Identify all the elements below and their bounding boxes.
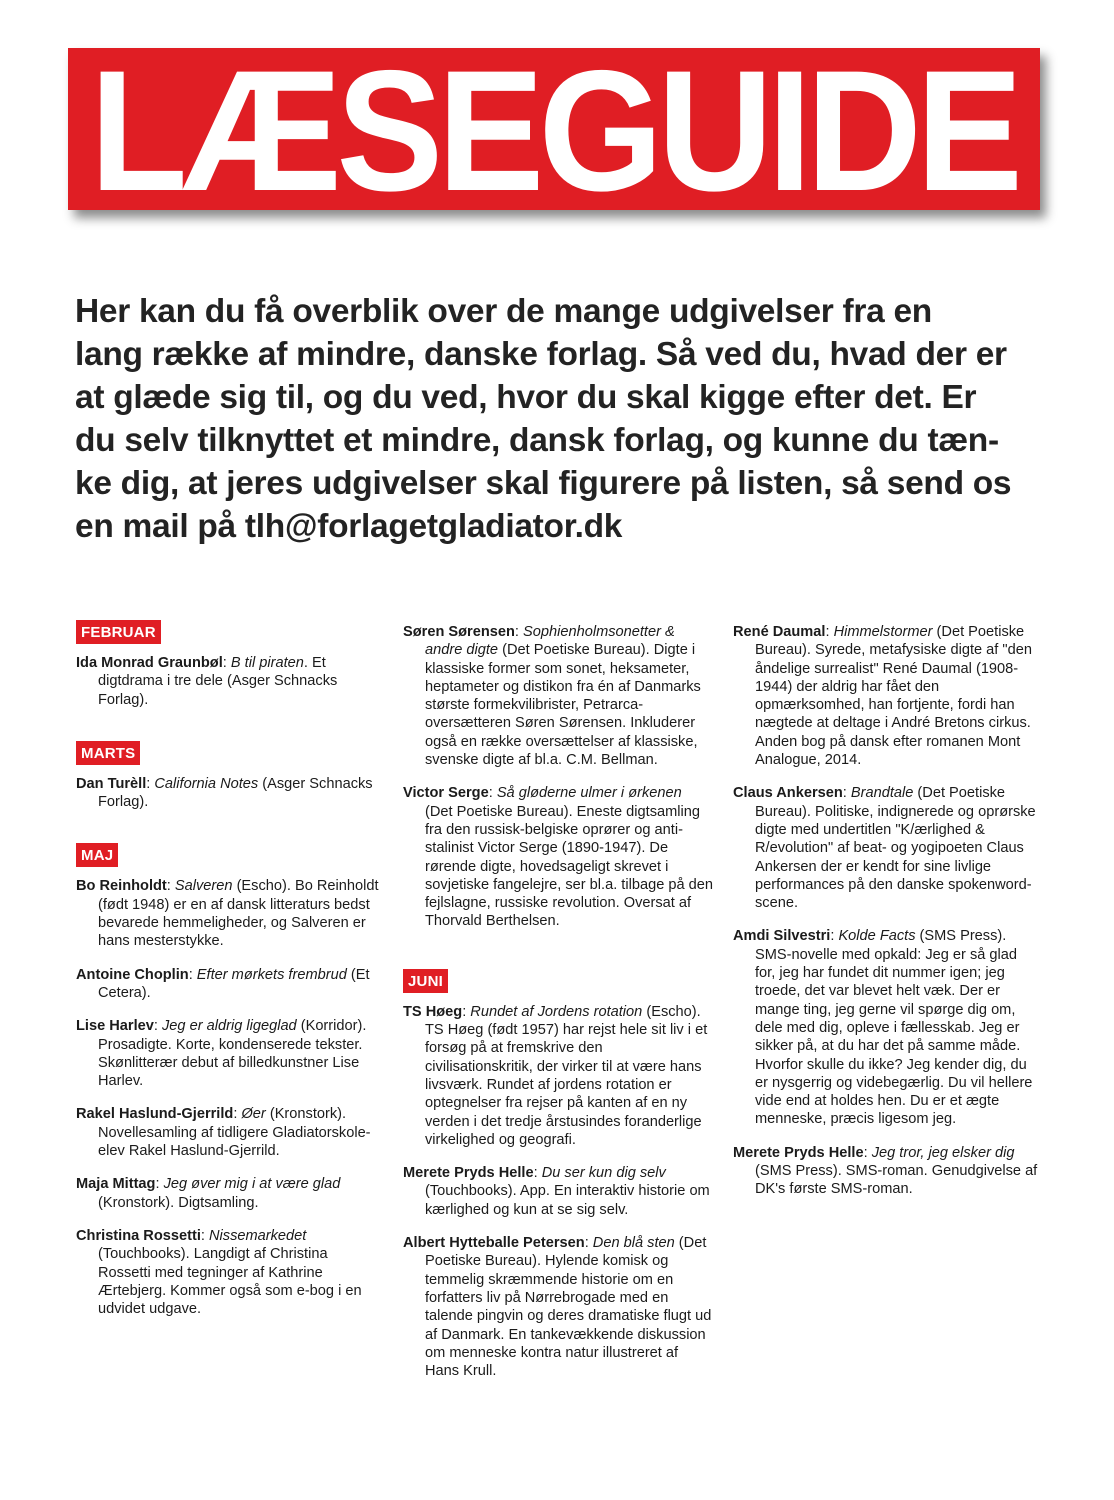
book-entry: Victor Serge: Så gløderne ulmer i ørkenen (Det Poetiske Bureau). Eneste digtsamling fra den russisk-belgiske oprører og anti-stalinist Victor Serge (1890-1947). De rørende digte, hovedsageligt skrevet i sovjetiske fangelejre, ser bl.a. tilbage på den fejlslagne, russiske revolution. Oversat af Thorvald Berthelsen. (403, 785, 713, 930)
page-title: LÆSEGUIDE (90, 35, 1018, 227)
entry-description: (SMS Press). SMS-roman. Genudgivelse af DK's første SMS-roman. (755, 1163, 1038, 1198)
column-3 (733, 623, 1041, 1214)
entry-description: (Det Poetiske Bureau). Hylende komisk og temmelig skræmmende historie om en forfatters liv på Nørrebrogade med en talende pingvin og deres dramatiske flugt ud af Danmark. En tankevækkende diskussion om menneske kontra natur illustreret af Hans Krull. (425, 1235, 712, 1380)
book-entry: Amdi Silvestri: Kolde Facts (SMS Press). SMS-novelle med opkald: Jeg er så glad for, jeg har fundet dit nummer igen; jeg troede, det var blevet helt væk. Der er mange ting, jeg gerne vil spørge dig om, dele med dig, opleve i fællesskab. Jeg er sikker på, at du har det på samme måde. Hvorfor skulle du ikke? Jeg kender dig, du er nysgerrig og videbegærlig. Du vil hellere vide end at holdes hen. Du er et ægte menneske, præcis ligesom jeg. (733, 928, 1033, 1128)
entry-description: (SMS Press). SMS-novelle med opkald: Jeg er så glad for, jeg har fundet dit nummer igen; jeg troede, det var blevet helt væk. Der er mange ting, jeg gerne vil spørge dig om, dele med dig, opleve i fællesskab. Jeg er sikker på, at du har det på samme måde. Hvorfor skulle du ikke? Jeg kender dig, du er nysgerrig og videbegærlig. Du vil hellere vide end at holdes hen. Du er et ægte menneske, præcis ligesom jeg. (755, 928, 1033, 1128)
entry-author: TS Høeg (403, 1003, 463, 1020)
entry-title: Rundet af Jordens rotation (470, 1003, 643, 1020)
month-heading-juni: JUNI (403, 969, 448, 993)
entry-author: Victor Serge (403, 785, 489, 802)
entry-author: Dan Turèll (76, 775, 147, 792)
intro-paragraph (75, 290, 1035, 548)
entry-description: . Et digtdrama i tre dele (Asger Schnacks Forlag). (98, 655, 338, 708)
month-heading-marts: MARTS (76, 741, 140, 765)
intro-line: en mail på tlh@forlagetgladiator.dk (75, 508, 623, 545)
entry-title: Så gløderne ulmer i ørkenen (496, 785, 682, 802)
entry-description: (Et Cetera). (98, 966, 370, 1001)
entry-author: Rakel Haslund-Gjerrild (76, 1106, 234, 1123)
entry-title: Sophienholmsonetter & andre digte (425, 624, 675, 659)
intro-line: at glæde sig til, og du ved, hvor du skal kigge efter det. Er (75, 379, 977, 416)
entry-title: Nissemarkedet (209, 1227, 307, 1244)
entry-title: Kolde Facts (838, 928, 916, 945)
entry-title: Den blå sten (592, 1235, 675, 1252)
entry-description: (Det Poetiske Bureau). Politiske, indignerede og oprørske digte med undertitlen "K/ærlighed & R/evolution" af beat- og yogipoeten Claus Ankersen der er kendt for sine livlige performances på den danske spokenword-scene. (755, 785, 1036, 912)
book-entry: Søren Sørensen: Sophienholmsonetter & andre digte (Det Poetiske Bureau). Digte i klassiske former som sonet, heksameter, heptameter og distikon fra én af Danmarks største formekvilibrister, Petrarca-oversætteren Søren Sørensen. Inkluderer også en række oversættelser af klassiske, svenske digte af bl.a. C.M. Bellman. (403, 624, 701, 769)
book-entry: Albert Hytteballe Petersen: Den blå sten (Det Poetiske Bureau). Hylende komisk og temmelig skræmmende historie om en forfatters liv på Nørrebrogade med en talende pingvin og deres dramatiske flugt ud af Danmark. En tankevækkende diskussion om menneske kontra natur illustreret af Hans Krull. (403, 1235, 712, 1380)
title-banner (68, 35, 1040, 227)
entry-title: Brandtale (850, 785, 914, 802)
entry-description: (Det Poetiske Bureau). Eneste digtsamling fra den russisk-belgiske oprører og anti-stalinist Victor Serge (1890-1947). De rørende digte, hovedsageligt skrevet i sovjetiske fangelejre, ser bl.a. tilbage på den fejlslagne, russiske revolution. Oversat af Thorvald Berthelsen. (425, 803, 713, 930)
entry-title: Salveren (174, 878, 233, 895)
intro-line: Her kan du få overblik over de mange udgivelser fra en (75, 293, 932, 330)
entry-author: Søren Sørensen (403, 624, 515, 640)
entry-author: Lise Harlev (76, 1018, 154, 1035)
entry-title: Jeg tror, jeg elsker dig (871, 1144, 1015, 1161)
entry-description: (Asger Schnacks Forlag). (98, 775, 373, 811)
entry-author: René Daumal (733, 624, 826, 640)
entry-description: (Escho). TS Høeg (født 1957) har rejst hele sit liv i et forsøg på at fremskrive den civilisationskritik, der virker til at være hans livsværk. Rundet af jordens rotation er optegnelser fra rejser på kanten af en ny verden i det tredje årstusindes foranderlige virkelighed og geografi. (425, 1003, 708, 1148)
book-entry: Rakel Haslund-Gjerrild: Øer (Kronstork). Novellesamling af tidligere Gladiatorskole-elev Rakel Haslund-Gjerrild. (76, 1106, 371, 1160)
book-entry: Ida Monrad Graunbøl: B til piraten. Et digtdrama i tre dele (Asger Schnacks Forlag). (76, 655, 338, 708)
month-heading-februar: FEBRUAR (76, 620, 161, 644)
entry-description: (Touchbooks). Langdigt af Christina Rossetti med tegninger af Kathrine Ærtebjerg. Kommer også som e-bog i en udvidet udgave. (98, 1246, 362, 1318)
book-entry: Merete Pryds Helle: Jeg tror, jeg elsker dig (SMS Press). SMS-roman. Genudgivelse af DK's første SMS-roman. (733, 1144, 1038, 1198)
entry-description: (Escho). Bo Reinholdt (født 1948) er en af dansk litteraturs bedst bevarede hemmeligheder, og Salveren er hans mesterstykke. (98, 878, 379, 950)
entry-description: (Det Poetiske Bureau). Digte i klassiske former som sonet, heksameter, heptameter og distikon fra én af Danmarks største formekvilibrister, Petrarca-oversætteren Søren Sørensen. Inkluderer også en række oversættelser af klassiske, svenske digte af bl.a. C.M. Bellman. (425, 642, 701, 769)
entry-title: Øer (241, 1106, 266, 1123)
intro-line: ke dig, at jeres udgivelser skal figurere på listen, så send os (75, 465, 1012, 502)
book-entry: Dan Turèll: California Notes (Asger Schnacks Forlag). (76, 775, 373, 811)
entry-author: Albert Hytteballe Petersen (403, 1235, 585, 1252)
entry-author: Christina Rossetti (76, 1227, 201, 1244)
entry-title: California Notes (154, 775, 259, 792)
book-entry: Lise Harlev: Jeg er aldrig ligeglad (Korridor). Prosadigte. Korte, kondenserede tekster. Skønlitterær debut af billedkunstner Lise Harlev. (76, 1018, 367, 1090)
entry-description: (Korridor). Prosadigte. Korte, kondenserede tekster. Skønlitterær debut af billedkunstner Lise Harlev. (98, 1018, 367, 1090)
book-entry: Maja Mittag: Jeg øver mig i at være glad (Kronstork). Digtsamling. (76, 1176, 341, 1211)
book-entry: Claus Ankersen: Brandtale (Det Poetiske Bureau). Politiske, indignerede og oprørske digte med undertitlen "K/ærlighed & R/evolution" af beat- og yogipoeten Claus Ankersen der er kendt for sine livlige performances på den danske spokenword-scene. (733, 785, 1036, 912)
entry-description: (Touchbooks). App. En interaktiv historie om kærlighed og kun at se sig selv. (425, 1183, 710, 1218)
book-entry: Merete Pryds Helle: Du ser kun dig selv (Touchbooks). App. En interaktiv historie om kærlighed og kun at se sig selv. (403, 1165, 710, 1218)
column-2 (403, 623, 713, 1395)
entry-title: Efter mørkets frembrud (196, 966, 347, 983)
book-entry: Christina Rossetti: Nissemarkedet (Touchbooks). Langdigt af Christina Rossetti med tegninger af Kathrine Ærtebjerg. Kommer også som e-bog i en udvidet udgave. (76, 1227, 362, 1318)
entry-title: Jeg er aldrig ligeglad (162, 1018, 297, 1035)
book-entry: Antoine Choplin: Efter mørkets frembrud (Et Cetera). (76, 966, 370, 1001)
entry-description: (Kronstork). Digtsamling. (98, 1194, 259, 1211)
entry-author: Merete Pryds Helle (403, 1165, 534, 1182)
entry-title: B til piraten (230, 655, 304, 671)
month-heading-maj: MAJ (76, 843, 118, 867)
entry-title: Jeg øver mig i at være glad (163, 1176, 341, 1193)
intro-line: lang række af mindre, danske forlag. Så ved du, hvad der er (75, 336, 1007, 373)
column-1 (76, 620, 381, 1333)
entry-author: Antoine Choplin (76, 966, 189, 983)
intro-line: du selv tilknyttet et mindre, dansk forlag, og kunne du tæn- (75, 422, 999, 459)
entry-author: Claus Ankersen (733, 785, 843, 802)
entry-author: Merete Pryds Helle (733, 1144, 864, 1161)
entry-author: Ida Monrad Graunbøl (76, 655, 223, 671)
entry-description: (Det Poetiske Bureau). Syrede, metafysiske digte af "den åndelige surrealist" René Daumal (1908-1944) der aldrig har fået den opmærksomhed, han fortjente, fordi han nægtede at deltage i André Bretons cirkus. Anden bog på dansk efter romanen Mont Analogue, 2014. (755, 624, 1032, 769)
entry-author: Bo Reinholdt (76, 878, 167, 895)
entry-title: Himmelstormer (833, 624, 933, 640)
entry-description: (Kronstork). Novellesamling af tidligere Gladiatorskole-elev Rakel Haslund-Gjerrild. (98, 1106, 371, 1160)
book-entry: Bo Reinholdt: Salveren (Escho). Bo Reinholdt (født 1948) er en af dansk litteraturs bedst bevarede hemmeligheder, og Salveren er hans mesterstykke. (76, 878, 379, 950)
book-entry: TS Høeg: Rundet af Jordens rotation (Escho). TS Høeg (født 1957) har rejst hele sit liv i et forsøg på at fremskrive den civilisationskritik, der virker til at være hans livsværk. Rundet af jordens rotation er optegnelser fra rejser på kanten af en ny verden i det tredje årstusindes foranderlige virkelighed og geografi. (403, 1003, 708, 1148)
entry-author: Amdi Silvestri (733, 928, 831, 945)
book-entry: René Daumal: Himmelstormer (Det Poetiske Bureau). Syrede, metafysiske digte af "den åndelige surrealist" René Daumal (1908-1944) der aldrig har fået den opmærksomhed, han fortjente, fordi han nægtede at deltage i André Bretons cirkus. Anden bog på dansk efter romanen Mont Analogue, 2014. (733, 624, 1032, 769)
entry-title: Du ser kun dig selv (541, 1165, 666, 1182)
entry-author: Maja Mittag (76, 1176, 156, 1193)
